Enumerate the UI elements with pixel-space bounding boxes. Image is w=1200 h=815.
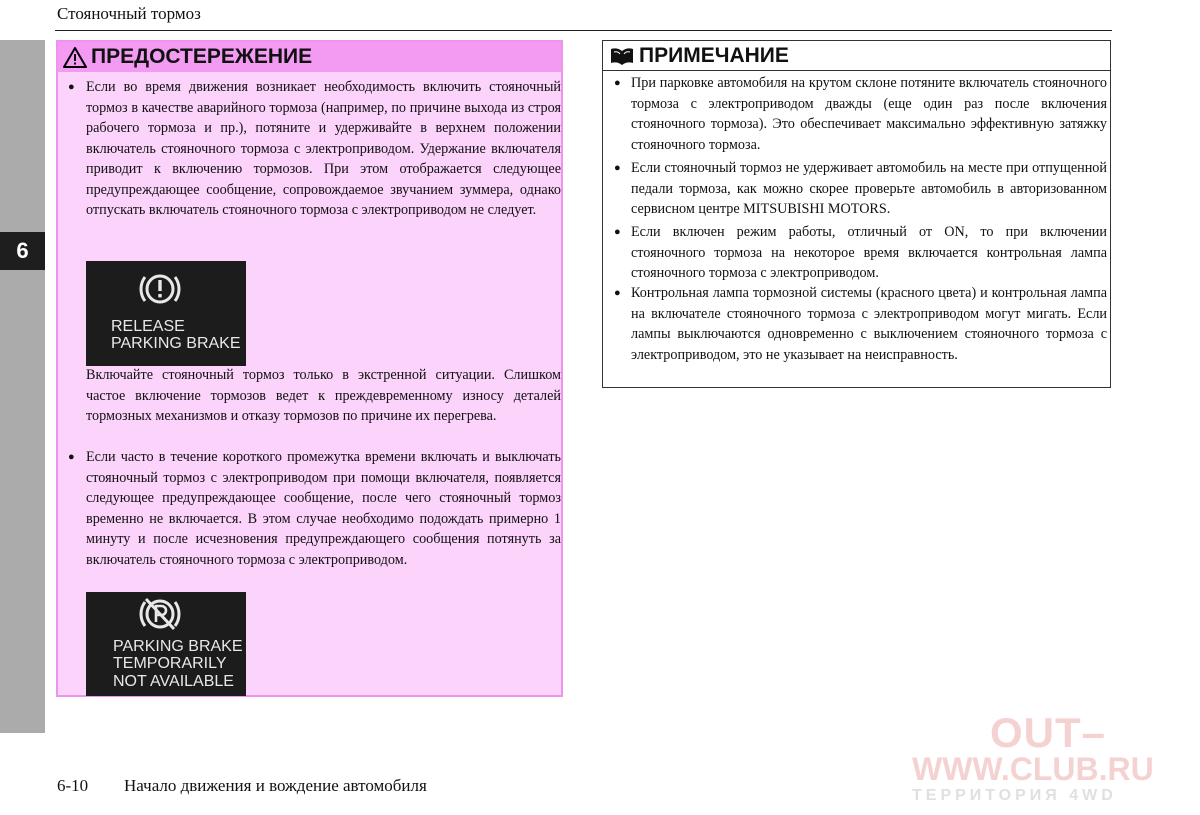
bullet-dot: ● xyxy=(614,162,621,174)
release-message-line-1: RELEASE xyxy=(111,318,185,335)
warning-header xyxy=(58,42,561,72)
warning-title: ПРЕДОСТЕРЕЖЕНИЕ xyxy=(91,45,313,68)
open-book-icon xyxy=(609,46,635,66)
unavailable-message-line-1: PARKING BRAKE xyxy=(113,638,243,655)
unavailable-message-line-2: TEMPORARILY xyxy=(113,655,227,672)
warning-box xyxy=(56,40,563,697)
footer-chapter-title: Начало движения и вождение автомобиля xyxy=(124,776,427,795)
release-message-line-2: PARKING BRAKE xyxy=(111,335,241,352)
watermark-out: OUT– xyxy=(990,709,1107,756)
bullet-dot: ● xyxy=(68,451,75,463)
warning-bullet-2: Если часто в течение короткого промежутка времени включать и выключать стояночный тормоз с электроприводом при помощи включателя, появляется следующее предупреждающее сообщение, после чего стояночный тормоз временно не включается. В этом случае необходимо подождать примерно 1 минуту и после исчезновения предупреждающего сообщения потянуть за включатель стояночного тормоза с электроприводом. xyxy=(86,449,561,568)
bullet-dot: ● xyxy=(614,226,621,238)
watermark-url: WWW.CLUB.RU xyxy=(912,751,1154,787)
chapter-side-tab xyxy=(0,40,45,733)
note-box xyxy=(602,40,1111,388)
note-title: ПРИМЕЧАНИЕ xyxy=(639,43,789,67)
note-item-4: Контрольная лампа тормозной системы (красного цвета) и контрольная лампа на включателе стояночного тормоза с электроприводом могут мигать. Если лампы выключаются одновременно с выключением стояночного тормоза с электроприводом, это не указывает на неисправность. xyxy=(631,285,1107,363)
release-parking-brake-message xyxy=(86,261,246,366)
warning-triangle-icon xyxy=(63,46,87,68)
watermark-slogan: ТЕРРИТОРИЯ 4WD xyxy=(912,787,1117,804)
note-item-2: Если стояночный тормоз не удерживает автомобиль на месте при отпущенной педали тормоза, как можно скорее проверьте автомобиль в авторизованном сервисном центре MITSUBISHI MOTORS. xyxy=(631,160,1107,217)
page-header-title: Стояночный тормоз xyxy=(57,4,201,23)
header-divider xyxy=(55,30,1112,31)
parking-brake-unavailable-message xyxy=(86,592,246,696)
unavailable-message-line-3: NOT AVAILABLE xyxy=(113,673,234,690)
note-item-1: При парковке автомобиля на крутом склоне потяните включатель стояночного тормоза с электроприводом дважды (еще один раз после включения стояночного тормоза). Это обеспечивает максимально эффективную затяжку стояночного тормоза. xyxy=(631,75,1107,153)
note-item-3: Если включен режим работы, отличный от ON, то при включении стояночного тормоза на некоторое время включается контрольная лампа стояночного тормоза с электроприводом. xyxy=(631,224,1107,281)
note-header xyxy=(603,41,1110,71)
warning-bullet-1: Если во время движения возникает необходимость включить стояночный тормоз в качестве аварийного тормоза (например, по причине выхода из строя рабочего тормоза и пр.), потяните и удерживайте в верхнем положении включатель стояночного тормоза с электроприводом. Удержание включателя приводит к включению тормозов. При этом отображается следующее предупреждающее сообщение, сопровождаемое звучанием зуммера, однако отпускать включатель стояночного тормоза с электроприводом не следует. xyxy=(86,79,561,218)
warning-paragraph-2: Включайте стояночный тормоз только в экстренной ситуации. Слишком частое включение тормозов ведет к преждевременному износу деталей тормозных механизмов и отказу тормозов по причине их перегрева. xyxy=(86,367,561,424)
parking-brake-unavailable-icon xyxy=(138,594,182,634)
chapter-number: 6 xyxy=(0,232,45,270)
bullet-dot: ● xyxy=(68,81,75,93)
bullet-dot: ● xyxy=(614,287,621,299)
bullet-dot: ● xyxy=(614,77,621,89)
footer-page-number: 6-10 xyxy=(57,776,89,795)
parking-brake-warning-icon xyxy=(138,269,182,309)
